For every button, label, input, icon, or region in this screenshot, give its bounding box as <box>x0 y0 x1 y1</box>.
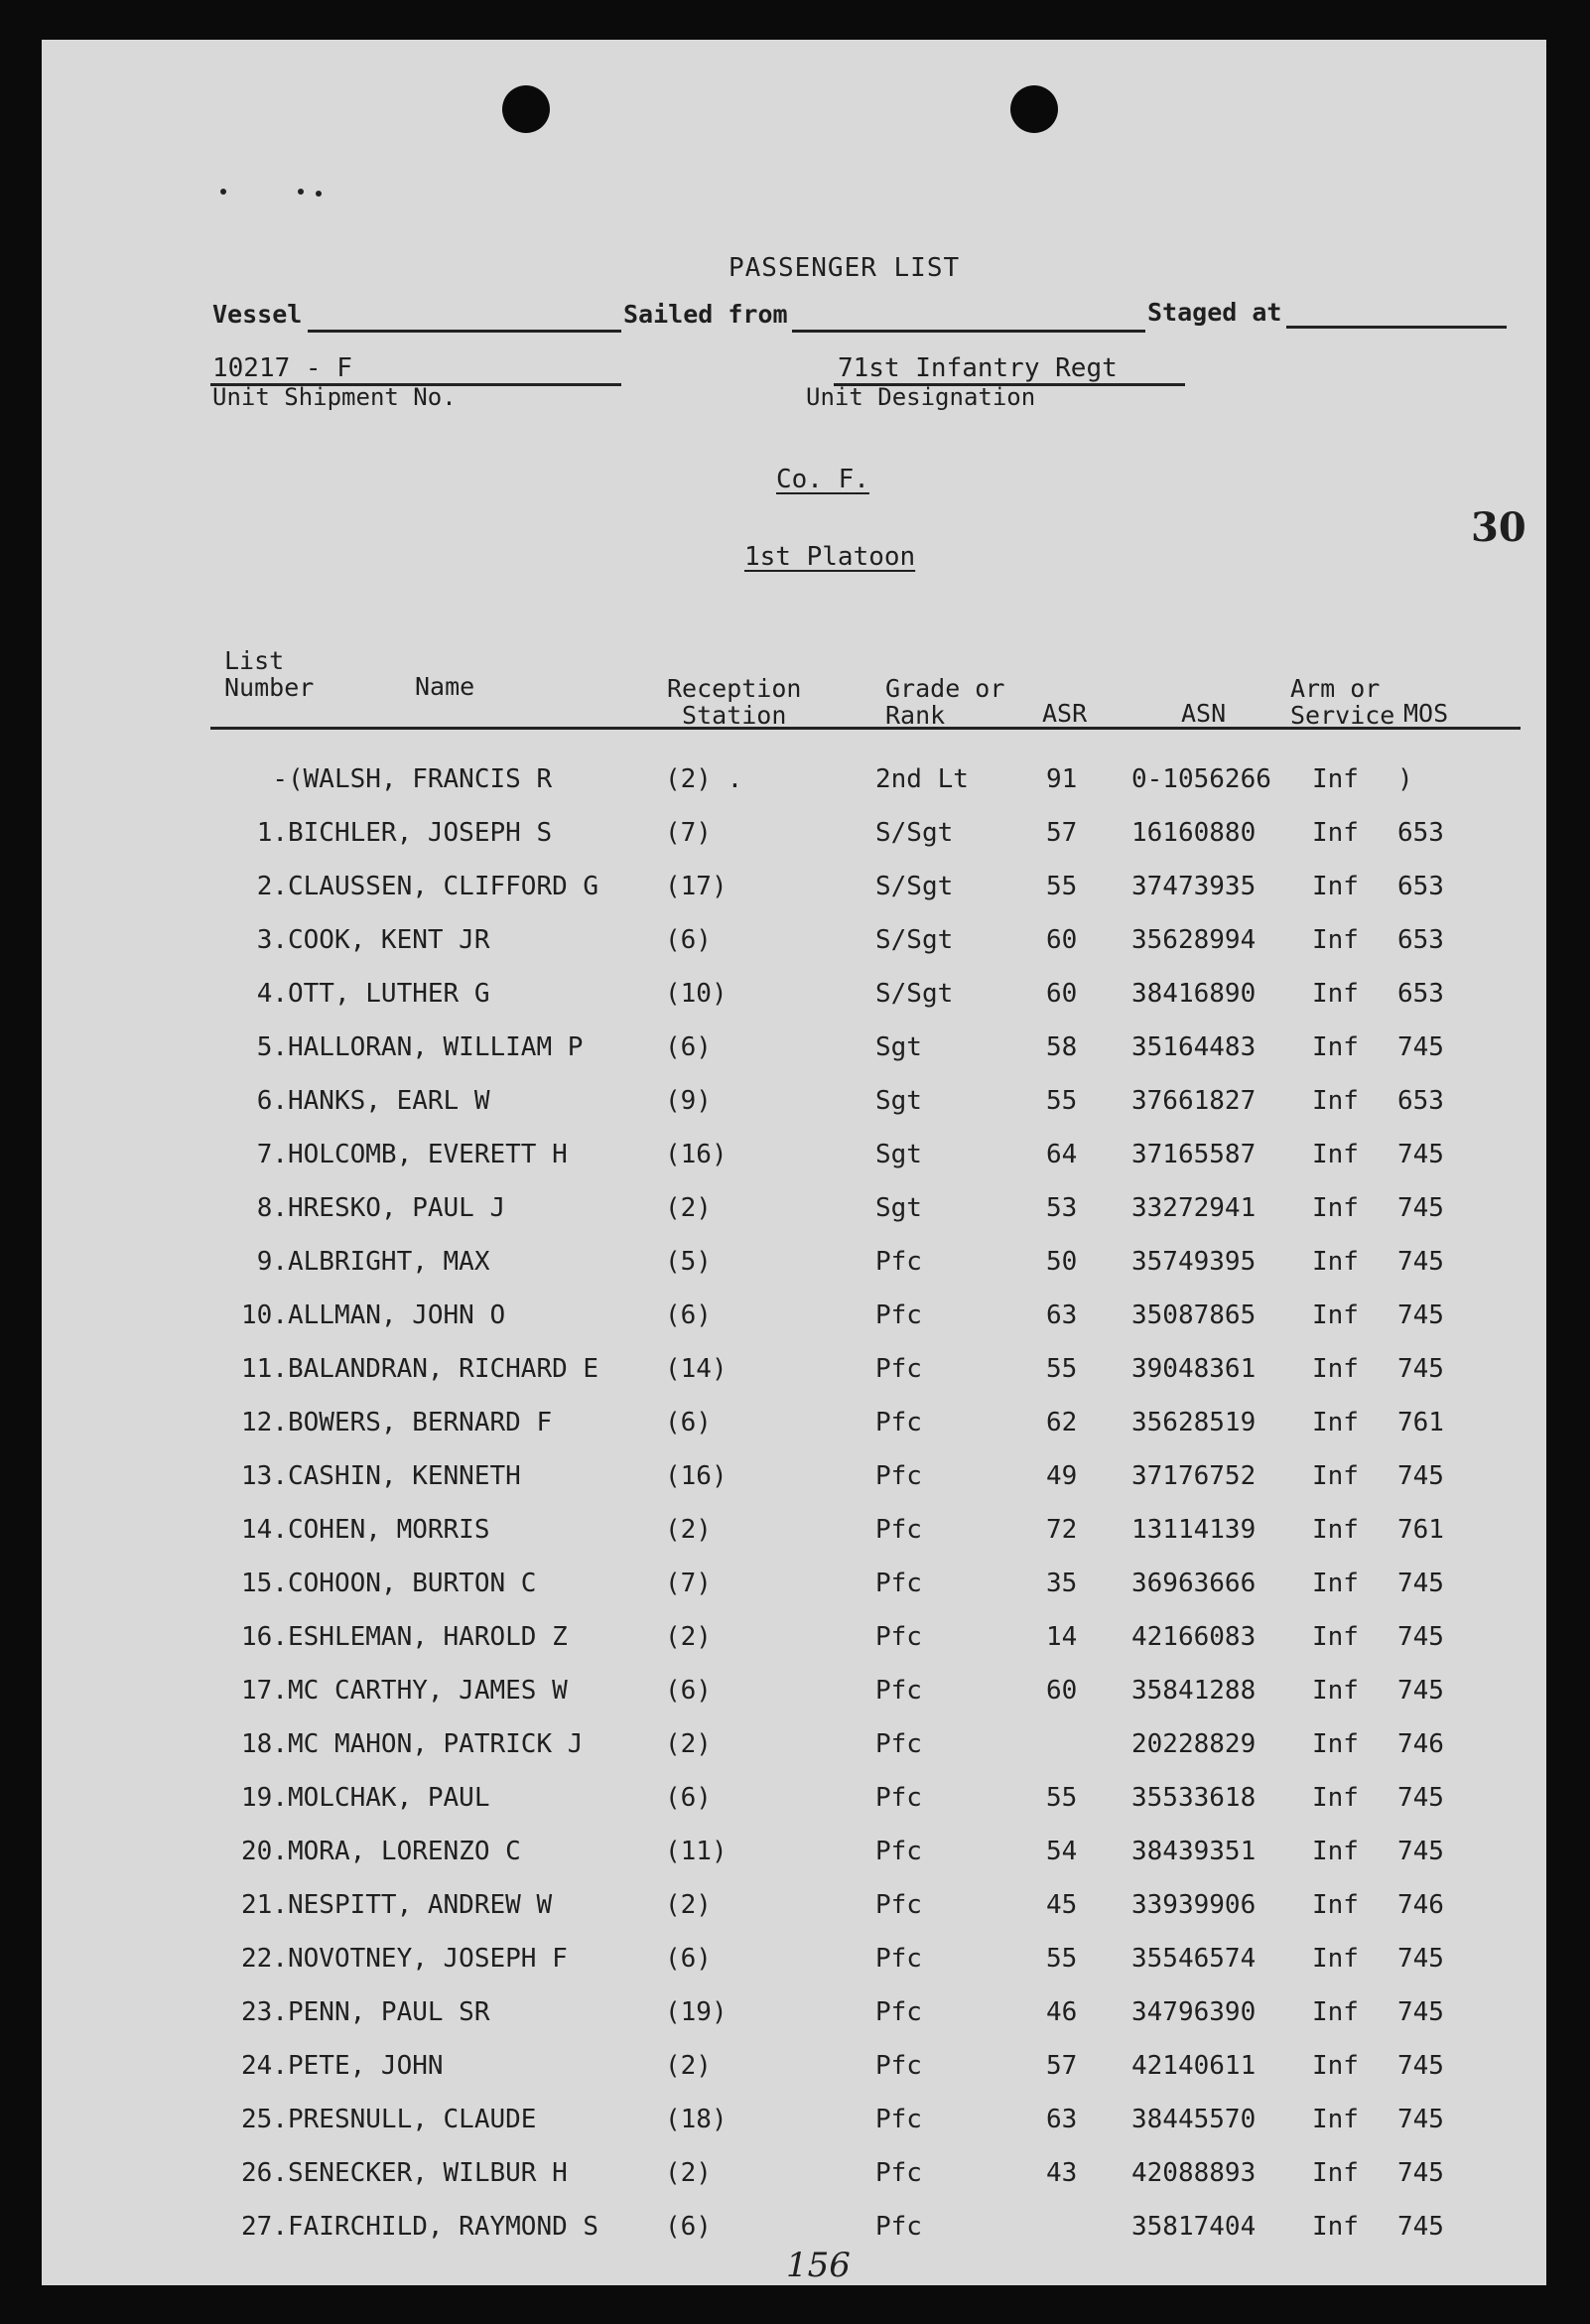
asr-cell: 91 <box>1046 764 1078 794</box>
staged-at-label: Staged at <box>1147 298 1282 327</box>
mos-cell: 761 <box>1397 1515 1444 1545</box>
list-number-cell: 6. <box>256 1086 288 1116</box>
asr-cell: 55 <box>1046 872 1078 901</box>
col-name: Name <box>415 672 475 701</box>
mos-cell: 745 <box>1397 1461 1444 1491</box>
table-row <box>42 1408 1546 1447</box>
grade-cell: Pfc <box>875 1300 922 1330</box>
asr-cell: 60 <box>1046 1676 1078 1706</box>
asr-cell: 63 <box>1046 2105 1078 2134</box>
speck <box>298 189 304 195</box>
list-number-cell: 1. <box>256 818 288 848</box>
mos-cell: 653 <box>1397 1086 1444 1116</box>
list-number-cell: 9. <box>256 1247 288 1277</box>
sailed-from-label: Sailed from <box>623 300 788 329</box>
table-row <box>42 1032 1546 1072</box>
asr-cell: 55 <box>1046 1783 1078 1813</box>
table-row <box>42 1837 1546 1876</box>
list-number-cell: 20. <box>241 1837 288 1866</box>
arm-or-service-cell: Inf <box>1312 2105 1359 2134</box>
asn-cell: 37661827 <box>1131 1086 1257 1116</box>
table-row <box>42 2051 1546 2091</box>
reception-station-cell: (7) <box>665 1569 712 1598</box>
reception-station-cell: (6) <box>665 925 712 955</box>
grade-cell: Sgt <box>875 1086 922 1116</box>
passenger-name-cell: BALANDRAN, RICHARD E <box>288 1354 599 1384</box>
sailed-from-line <box>792 330 1145 333</box>
mos-cell: 745 <box>1397 1569 1444 1598</box>
reception-station-cell: (6) <box>665 1676 712 1706</box>
mos-cell: 653 <box>1397 925 1444 955</box>
passenger-name-cell: NOVOTNEY, JOSEPH F <box>288 1944 568 1974</box>
list-number-cell: 24. <box>241 2051 288 2081</box>
asn-cell: 37165587 <box>1131 1140 1257 1169</box>
list-number-cell: 21. <box>241 1890 288 1920</box>
asr-cell: 57 <box>1046 2051 1078 2081</box>
reception-station-cell: (19) <box>665 1997 728 2027</box>
reception-station-cell: (6) <box>665 1032 712 1062</box>
arm-or-service-cell: Inf <box>1312 1783 1359 1813</box>
company: Co. F. <box>776 465 869 494</box>
mos-cell: 745 <box>1397 1140 1444 1169</box>
passenger-name-cell: ALLMAN, JOHN O <box>288 1300 506 1330</box>
asr-cell: 45 <box>1046 1890 1078 1920</box>
table-row <box>42 1140 1546 1179</box>
asn-cell: 16160880 <box>1131 818 1257 848</box>
grade-cell: S/Sgt <box>875 818 954 848</box>
reception-station-cell: (16) <box>665 1461 728 1491</box>
reception-station-cell: (6) <box>665 1783 712 1813</box>
reception-station-cell: (14) <box>665 1354 728 1384</box>
list-number-cell: 19. <box>241 1783 288 1813</box>
passenger-name-cell: MOLCHAK, PAUL <box>288 1783 490 1813</box>
grade-cell: Pfc <box>875 1247 922 1277</box>
header-rule <box>210 727 1521 730</box>
reception-station-cell: (6) <box>665 2212 712 2242</box>
asn-cell: 33939906 <box>1131 1890 1257 1920</box>
reception-station-cell: (2) <box>665 2158 712 2188</box>
table-row <box>42 818 1546 858</box>
asr-cell: 58 <box>1046 1032 1078 1062</box>
asr-cell: 53 <box>1046 1193 1078 1223</box>
col-mos: MOS <box>1403 699 1449 728</box>
mos-cell: 653 <box>1397 872 1444 901</box>
platoon: 1st Platoon <box>744 542 916 572</box>
table-row <box>42 872 1546 911</box>
asr-cell: 63 <box>1046 1300 1078 1330</box>
grade-cell: Sgt <box>875 1140 922 1169</box>
arm-or-service-cell: Inf <box>1312 2212 1359 2242</box>
staged-at-line <box>1286 326 1507 329</box>
grade-cell: 2nd Lt <box>875 764 969 794</box>
reception-station-cell: (10) <box>665 979 728 1009</box>
arm-or-service-cell: Inf <box>1312 2051 1359 2081</box>
asr-cell: 55 <box>1046 1354 1078 1384</box>
arm-or-service-cell: Inf <box>1312 1354 1359 1384</box>
table-row <box>42 2158 1546 2198</box>
arm-or-service-cell: Inf <box>1312 872 1359 901</box>
mos-cell: 746 <box>1397 1890 1444 1920</box>
reception-station-cell: (7) <box>665 818 712 848</box>
table-row <box>42 764 1546 804</box>
reception-station-cell: (5) <box>665 1247 712 1277</box>
asn-cell: 38445570 <box>1131 2105 1257 2134</box>
list-number-cell: 26. <box>241 2158 288 2188</box>
asn-cell: 35628994 <box>1131 925 1257 955</box>
reception-station-cell: (2) <box>665 1193 712 1223</box>
asn-cell: 38416890 <box>1131 979 1257 1009</box>
vessel-line <box>308 330 621 333</box>
grade-cell: Pfc <box>875 1837 922 1866</box>
passenger-name-cell: HALLORAN, WILLIAM P <box>288 1032 584 1062</box>
unit-shipment-label: Unit Shipment No. <box>212 383 457 411</box>
reception-station-cell: (2) . <box>665 764 743 794</box>
mos-cell: 745 <box>1397 1676 1444 1706</box>
grade-cell: Pfc <box>875 1622 922 1652</box>
passenger-name-cell: (WALSH, FRANCIS R <box>288 764 553 794</box>
arm-or-service-cell: Inf <box>1312 1032 1359 1062</box>
reception-station-cell: (9) <box>665 1086 712 1116</box>
table-row <box>42 1247 1546 1287</box>
grade-cell: Pfc <box>875 1944 922 1974</box>
table-row <box>42 1354 1546 1394</box>
grade-cell: Pfc <box>875 1676 922 1706</box>
asn-cell: 36963666 <box>1131 1569 1257 1598</box>
mos-cell: 745 <box>1397 2051 1444 2081</box>
mos-cell: 745 <box>1397 1783 1444 1813</box>
passenger-name-cell: MORA, LORENZO C <box>288 1837 521 1866</box>
mos-cell: 745 <box>1397 1193 1444 1223</box>
asr-cell: 54 <box>1046 1837 1078 1866</box>
unit-shipment-no: 10217 - F <box>212 353 352 383</box>
arm-or-service-cell: Inf <box>1312 1569 1359 1598</box>
passenger-name-cell: HRESKO, PAUL J <box>288 1193 506 1223</box>
grade-cell: Pfc <box>875 2105 922 2134</box>
asr-cell: 46 <box>1046 1997 1078 2027</box>
asn-cell: 35817404 <box>1131 2212 1257 2242</box>
passenger-name-cell: ESHLEMAN, HAROLD Z <box>288 1622 568 1652</box>
arm-or-service-cell: Inf <box>1312 1837 1359 1866</box>
asr-cell: 72 <box>1046 1515 1078 1545</box>
arm-or-service-cell: Inf <box>1312 1729 1359 1759</box>
reception-station-cell: (2) <box>665 2051 712 2081</box>
arm-or-service-cell: Inf <box>1312 1997 1359 2027</box>
list-number-cell: 14. <box>241 1515 288 1545</box>
list-number-cell: 8. <box>256 1193 288 1223</box>
asn-cell: 35749395 <box>1131 1247 1257 1277</box>
table-row <box>42 1086 1546 1126</box>
grade-cell: Pfc <box>875 1890 922 1920</box>
passenger-name-cell: FAIRCHILD, RAYMOND S <box>288 2212 599 2242</box>
reception-station-cell: (18) <box>665 2105 728 2134</box>
grade-cell: Pfc <box>875 2158 922 2188</box>
reception-station-cell: (17) <box>665 872 728 901</box>
col-grade-or-rank: Grade or Rank <box>885 674 1005 730</box>
mos-cell: 745 <box>1397 1622 1444 1652</box>
passenger-name-cell: HANKS, EARL W <box>288 1086 490 1116</box>
asn-cell: 39048361 <box>1131 1354 1257 1384</box>
reception-station-cell: (6) <box>665 1944 712 1974</box>
table-row <box>42 2105 1546 2144</box>
grade-cell: Pfc <box>875 1408 922 1437</box>
table-row <box>42 1729 1546 1769</box>
grade-cell: Sgt <box>875 1193 922 1223</box>
asn-cell: 20228829 <box>1131 1729 1257 1759</box>
passenger-name-cell: MC MAHON, PATRICK J <box>288 1729 584 1759</box>
grade-cell: Pfc <box>875 1997 922 2027</box>
asn-cell: 35533618 <box>1131 1783 1257 1813</box>
arm-or-service-cell: Inf <box>1312 1300 1359 1330</box>
arm-or-service-cell: Inf <box>1312 925 1359 955</box>
grade-cell: Pfc <box>875 2212 922 2242</box>
asr-cell: 14 <box>1046 1622 1078 1652</box>
list-number-cell: 3. <box>256 925 288 955</box>
table-row <box>42 1890 1546 1930</box>
arm-or-service-cell: Inf <box>1312 1408 1359 1437</box>
grade-cell: S/Sgt <box>875 925 954 955</box>
list-number-cell: 25. <box>241 2105 288 2134</box>
table-row <box>42 1783 1546 1823</box>
asn-cell: 34796390 <box>1131 1997 1257 2027</box>
mos-cell: 653 <box>1397 979 1444 1009</box>
asr-cell: 49 <box>1046 1461 1078 1491</box>
mos-cell: 745 <box>1397 1247 1444 1277</box>
arm-or-service-cell: Inf <box>1312 2158 1359 2188</box>
speck <box>316 191 322 197</box>
asr-cell: 64 <box>1046 1140 1078 1169</box>
asr-cell: 50 <box>1046 1247 1078 1277</box>
asn-cell: 33272941 <box>1131 1193 1257 1223</box>
list-number-cell: 27. <box>241 2212 288 2242</box>
arm-or-service-cell: Inf <box>1312 1140 1359 1169</box>
asr-cell: 60 <box>1046 979 1078 1009</box>
passenger-name-cell: MC CARTHY, JAMES W <box>288 1676 568 1706</box>
passenger-name-cell: BOWERS, BERNARD F <box>288 1408 553 1437</box>
passenger-name-cell: PENN, PAUL SR <box>288 1997 490 2027</box>
list-number-cell: - <box>272 764 288 794</box>
table-row <box>42 979 1546 1019</box>
asn-cell: 37176752 <box>1131 1461 1257 1491</box>
reception-station-cell: (11) <box>665 1837 728 1866</box>
table-row <box>42 1622 1546 1662</box>
asn-cell: 13114139 <box>1131 1515 1257 1545</box>
passenger-name-cell: HOLCOMB, EVERETT H <box>288 1140 568 1169</box>
reception-station-cell: (2) <box>665 1622 712 1652</box>
vessel-label: Vessel <box>212 300 303 329</box>
reception-station-cell: (2) <box>665 1729 712 1759</box>
reception-station-cell: (6) <box>665 1300 712 1330</box>
list-number-cell: 15. <box>241 1569 288 1598</box>
col-asr: ASR <box>1042 699 1088 728</box>
grade-cell: Pfc <box>875 1515 922 1545</box>
table-row <box>42 1569 1546 1608</box>
list-number-cell: 2. <box>256 872 288 901</box>
list-number-cell: 23. <box>241 1997 288 2027</box>
arm-or-service-cell: Inf <box>1312 1622 1359 1652</box>
passenger-name-cell: CASHIN, KENNETH <box>288 1461 521 1491</box>
grade-cell: Pfc <box>875 2051 922 2081</box>
arm-or-service-cell: Inf <box>1312 1676 1359 1706</box>
asn-cell: 42166083 <box>1131 1622 1257 1652</box>
passenger-name-cell: SENECKER, WILBUR H <box>288 2158 568 2188</box>
arm-or-service-cell: Inf <box>1312 818 1359 848</box>
asn-cell: 42140611 <box>1131 2051 1257 2081</box>
passenger-name-cell: COHOON, BURTON C <box>288 1569 537 1598</box>
asn-cell: 37473935 <box>1131 872 1257 901</box>
list-number-cell: 16. <box>241 1622 288 1652</box>
asn-cell: 35841288 <box>1131 1676 1257 1706</box>
passenger-name-cell: NESPITT, ANDREW W <box>288 1890 553 1920</box>
reception-station-cell: (16) <box>665 1140 728 1169</box>
list-number-cell: 12. <box>241 1408 288 1437</box>
document-page <box>42 40 1546 2285</box>
punch-hole-left <box>502 85 550 133</box>
mos-cell: 745 <box>1397 1354 1444 1384</box>
document-title: PASSENGER LIST <box>729 253 961 283</box>
table-row <box>42 1461 1546 1501</box>
col-arm-or-service: Arm or Service <box>1290 674 1395 730</box>
grade-cell: Pfc <box>875 1783 922 1813</box>
asr-cell: 60 <box>1046 925 1078 955</box>
reception-station-cell: (6) <box>665 1408 712 1437</box>
handwritten-note: 156 <box>786 2246 851 2285</box>
arm-or-service-cell: Inf <box>1312 1461 1359 1491</box>
table-row <box>42 1944 1546 1983</box>
passenger-name-cell: CLAUSSEN, CLIFFORD G <box>288 872 599 901</box>
list-number-cell: 17. <box>241 1676 288 1706</box>
asn-cell: 35546574 <box>1131 1944 1257 1974</box>
mos-cell: 745 <box>1397 1032 1444 1062</box>
mos-cell: 745 <box>1397 1944 1444 1974</box>
asn-cell: 42088893 <box>1131 2158 1257 2188</box>
arm-or-service-cell: Inf <box>1312 1086 1359 1116</box>
mos-cell: 745 <box>1397 2212 1444 2242</box>
reception-station-cell: (2) <box>665 1515 712 1545</box>
grade-cell: Sgt <box>875 1032 922 1062</box>
arm-or-service-cell: Inf <box>1312 979 1359 1009</box>
asr-cell: 55 <box>1046 1944 1078 1974</box>
asn-cell: 35164483 <box>1131 1032 1257 1062</box>
passenger-name-cell: COHEN, MORRIS <box>288 1515 490 1545</box>
passenger-name-cell: COOK, KENT JR <box>288 925 490 955</box>
mos-cell: 746 <box>1397 1729 1444 1759</box>
arm-or-service-cell: Inf <box>1312 1247 1359 1277</box>
grade-cell: Pfc <box>875 1729 922 1759</box>
arm-or-service-cell: Inf <box>1312 1890 1359 1920</box>
table-row <box>42 1300 1546 1340</box>
list-number-cell: 7. <box>256 1140 288 1169</box>
list-number-cell: 5. <box>256 1032 288 1062</box>
table-row <box>42 1676 1546 1715</box>
arm-or-service-cell: Inf <box>1312 1515 1359 1545</box>
mos-cell: 745 <box>1397 1300 1444 1330</box>
mos-cell: 653 <box>1397 818 1444 848</box>
asn-cell: 35087865 <box>1131 1300 1257 1330</box>
asn-cell: 38439351 <box>1131 1837 1257 1866</box>
arm-or-service-cell: Inf <box>1312 764 1359 794</box>
passenger-name-cell: BICHLER, JOSEPH S <box>288 818 553 848</box>
col-list-number: List Number <box>224 646 315 702</box>
list-number-cell: 13. <box>241 1461 288 1491</box>
list-number-cell: 4. <box>256 979 288 1009</box>
passenger-name-cell: OTT, LUTHER G <box>288 979 490 1009</box>
table-row <box>42 1193 1546 1233</box>
grade-cell: Pfc <box>875 1569 922 1598</box>
asr-cell: 62 <box>1046 1408 1078 1437</box>
mos-cell: 745 <box>1397 2158 1444 2188</box>
table-row <box>42 1997 1546 2037</box>
list-number-cell: 22. <box>241 1944 288 1974</box>
mos-cell: 745 <box>1397 1997 1444 2027</box>
asr-cell: 55 <box>1046 1086 1078 1116</box>
arm-or-service-cell: Inf <box>1312 1944 1359 1974</box>
grade-cell: S/Sgt <box>875 979 954 1009</box>
unit-designation-label: Unit Designation <box>806 383 1036 411</box>
mos-cell: 745 <box>1397 2105 1444 2134</box>
asn-cell: 35628519 <box>1131 1408 1257 1437</box>
mos-cell: ) <box>1397 764 1413 794</box>
list-number-cell: 18. <box>241 1729 288 1759</box>
passenger-name-cell: ALBRIGHT, MAX <box>288 1247 490 1277</box>
grade-cell: Pfc <box>875 1461 922 1491</box>
arm-or-service-cell: Inf <box>1312 1193 1359 1223</box>
table-row <box>42 925 1546 965</box>
asn-cell: 0-1056266 <box>1131 764 1271 794</box>
list-number-cell: 11. <box>241 1354 288 1384</box>
table-row <box>42 1515 1546 1555</box>
grade-cell: Pfc <box>875 1354 922 1384</box>
unit-designation: 71st Infantry Regt <box>838 353 1118 383</box>
col-reception-station: Reception Station <box>667 674 802 730</box>
passenger-name-cell: PRESNULL, CLAUDE <box>288 2105 537 2134</box>
mos-cell: 745 <box>1397 1837 1444 1866</box>
reception-station-cell: (2) <box>665 1890 712 1920</box>
speck <box>220 189 226 195</box>
col-asn: ASN <box>1181 699 1227 728</box>
asr-cell: 35 <box>1046 1569 1078 1598</box>
grade-cell: S/Sgt <box>875 872 954 901</box>
list-number-cell: 10. <box>241 1300 288 1330</box>
passenger-name-cell: PETE, JOHN <box>288 2051 444 2081</box>
asr-cell: 57 <box>1046 818 1078 848</box>
mos-cell: 761 <box>1397 1408 1444 1437</box>
page-number: 30 <box>1471 504 1526 551</box>
asr-cell: 43 <box>1046 2158 1078 2188</box>
punch-hole-right <box>1010 85 1058 133</box>
